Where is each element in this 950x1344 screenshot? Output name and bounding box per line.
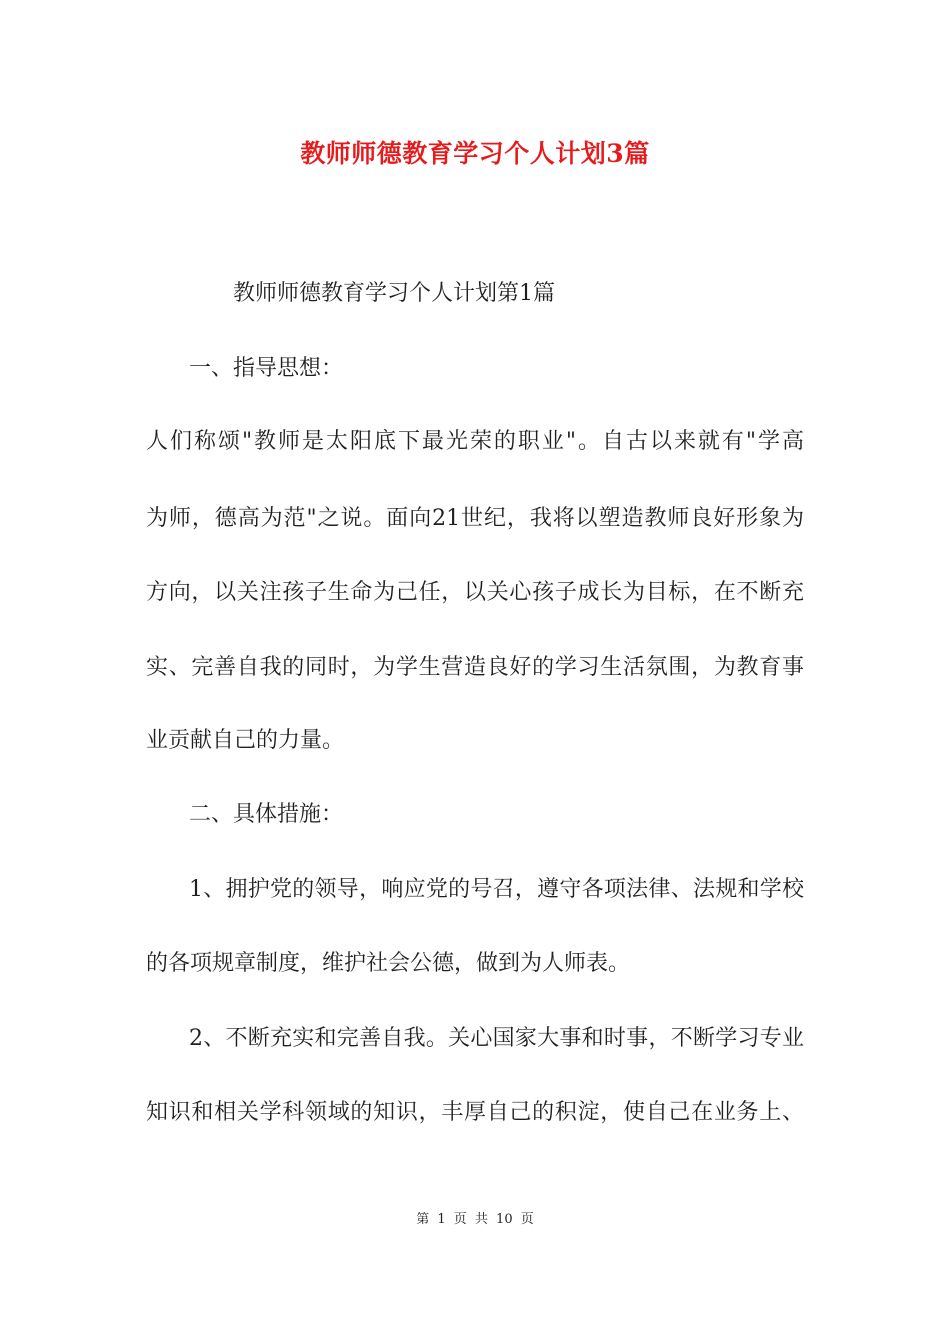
list-item-line: 知识和相关学科领域的知识，丰厚自己的积淀，使自己在业务上、 [146,1100,804,1125]
paragraph-line: 方向，以关注孩子生命为己任，以关心孩子成长为目标，在不断充 [146,580,804,605]
list-item-line: 的各项规章制度，维护社会公德，做到为人师表。 [146,951,631,976]
document-title: 教师师德教育学习个人计划3篇 [300,139,650,168]
list-item-line: 2、不断充实和完善自我。关心国家大事和时事，不断学习专业 [189,1026,804,1051]
page-number-footer: 第 1 页 共 10 页 [416,1212,534,1227]
section-heading-measures: 二、具体措施： [189,802,344,827]
paragraph-line: 为师，德高为范"之说。面向21世纪，我将以塑造教师良好形象为 [146,506,804,531]
list-item-line: 1、拥护党的领导，响应党的号召，遵守各项法律、法规和学校 [189,877,804,902]
section-heading-guiding-thought: 一、指导思想： [189,356,344,381]
paragraph-line: 业贡献自己的力量。 [146,728,345,753]
section-subtitle: 教师师德教育学习个人计划第1篇 [233,281,555,306]
paragraph-line: 人们称颂"教师是太阳底下最光荣的职业"。自古以来就有"学高 [146,429,804,454]
paragraph-line: 实、完善自我的同时，为学生营造良好的学习生活氛围，为教育事 [146,655,804,680]
